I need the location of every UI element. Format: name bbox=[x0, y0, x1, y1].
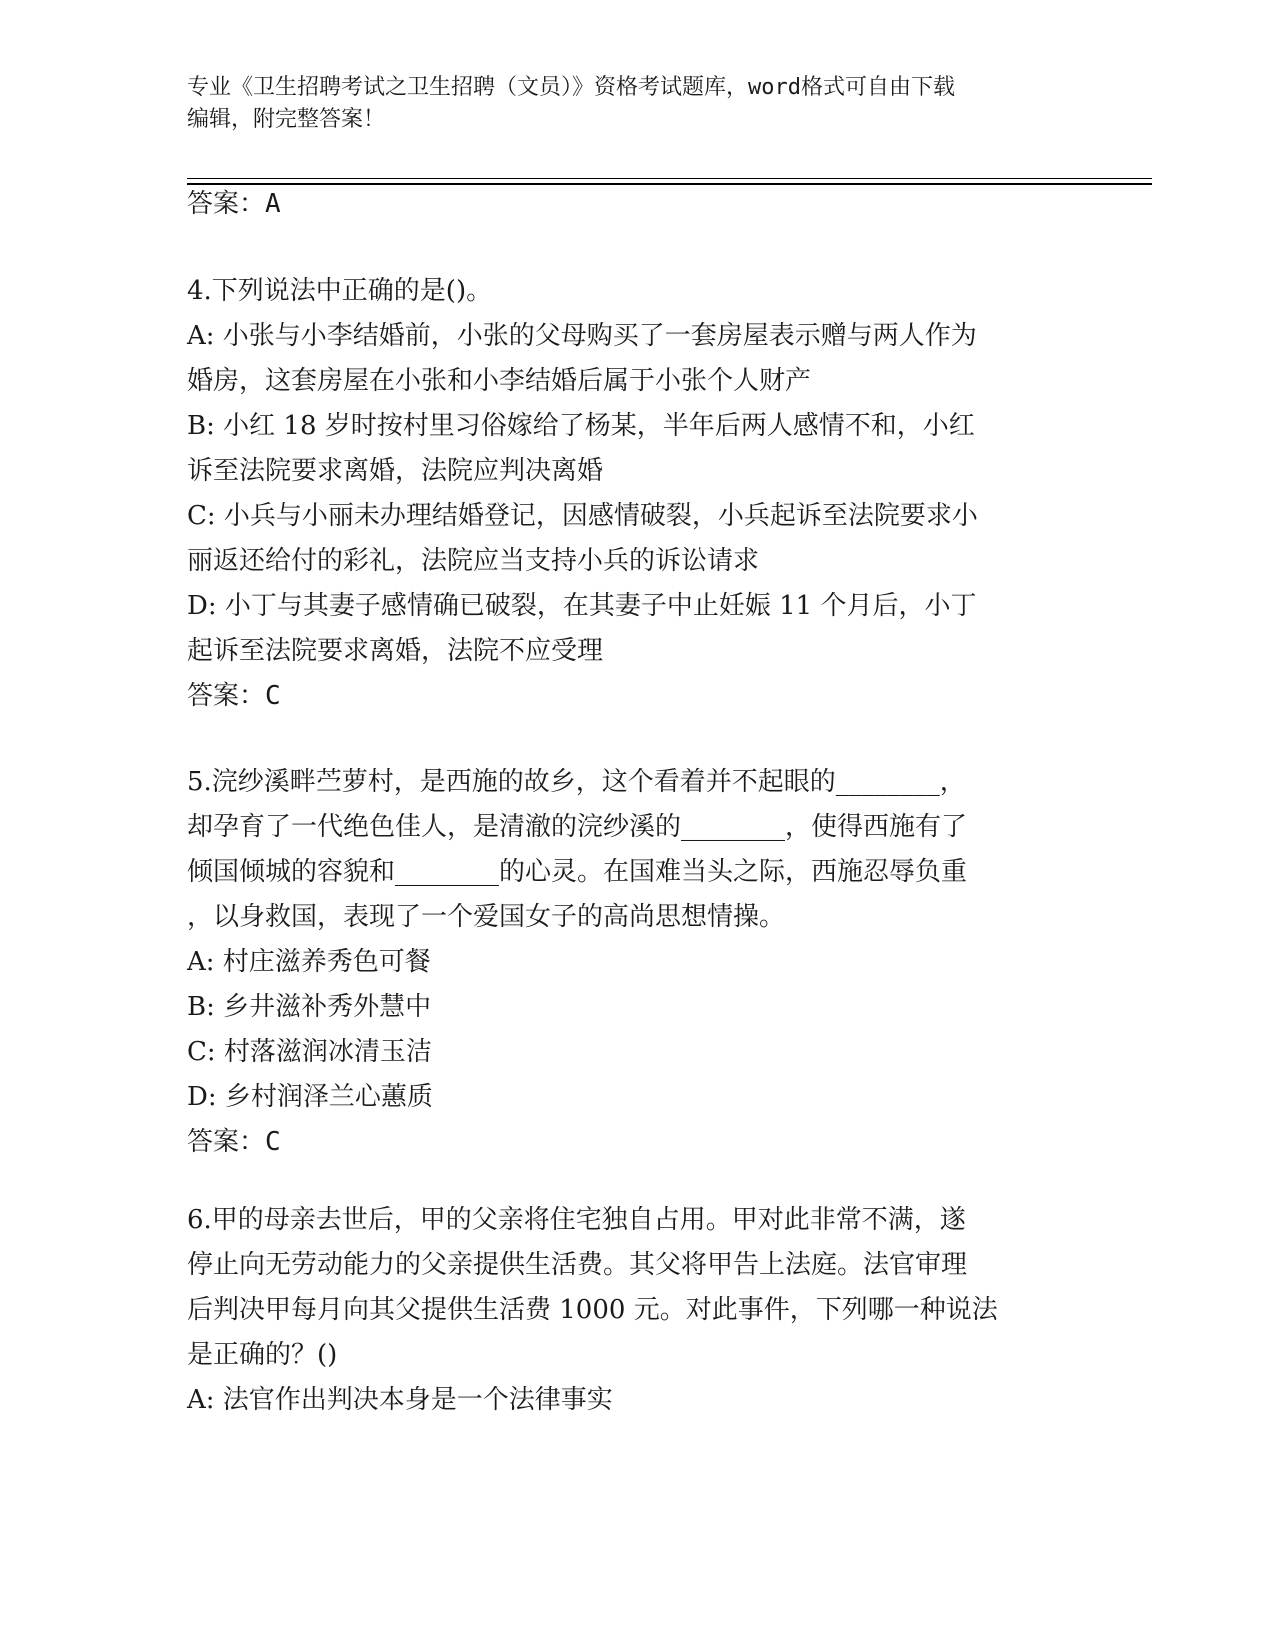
q5-option-d: D: 乡村润泽兰心蕙质 bbox=[187, 1082, 433, 1112]
q5-stem-line1: 5.浣纱溪畔苎萝村，是西施的故乡，这个看着并不起眼的________， bbox=[187, 767, 966, 797]
header-divider-thin bbox=[187, 178, 1152, 179]
q4-option-b-line1: B: 小红 18 岁时按村里习俗嫁给了杨某，半年后两人感情不和，小红 bbox=[187, 411, 975, 441]
q4-option-d-line2: 起诉至法院要求离婚，法院不应受理 bbox=[187, 636, 604, 666]
header-line-2: 编辑，附完整答案！ bbox=[187, 107, 386, 132]
q4-answer: 答案：C bbox=[187, 681, 281, 711]
q5-option-a: A: 村庄滋养秀色可餐 bbox=[187, 947, 431, 977]
q4-option-a-line1: A: 小张与小李结婚前，小张的父母购买了一套房屋表示赠与两人作为 bbox=[187, 321, 977, 351]
q4-option-a-line2: 婚房，这套房屋在小张和小李结婚后属于小张个人财产 bbox=[187, 366, 812, 396]
q4-stem: 4.下列说法中正确的是()。 bbox=[187, 276, 493, 306]
q5-option-b: B: 乡井滋补秀外慧中 bbox=[187, 992, 432, 1022]
question-6 bbox=[187, 1198, 1077, 1423]
q6-stem-line2: 停止向无劳动能力的父亲提供生活费。其父将甲告上法庭。法官审理 bbox=[187, 1250, 968, 1280]
q5-stem-line2: 却孕育了一代绝色佳人，是清澈的浣纱溪的________，使得西施有了 bbox=[187, 812, 968, 842]
q4-option-b-line2: 诉至法院要求离婚，法院应判决离婚 bbox=[187, 456, 604, 486]
q6-stem-line1: 6.甲的母亲去世后，甲的父亲将住宅独自占用。甲对此非常不满，遂 bbox=[187, 1205, 966, 1235]
q6-stem-line4: 是正确的？() bbox=[187, 1340, 338, 1370]
question-5 bbox=[187, 760, 1077, 1165]
q5-stem-line3: 倾国倾城的容貌和________的心灵。在国难当头之际，西施忍辱负重 bbox=[187, 857, 968, 887]
q6-stem-line3: 后判决甲每月向其父提供生活费 1000 元。对此事件，下列哪一种说法 bbox=[187, 1295, 998, 1325]
page-header bbox=[187, 72, 1067, 136]
question-4 bbox=[187, 269, 1077, 719]
q5-stem-line4: ，以身救国，表现了一个爱国女子的高尚思想情操。 bbox=[187, 902, 786, 932]
q5-option-c: C: 村落滋润冰清玉洁 bbox=[187, 1037, 432, 1067]
q4-option-d-line1: D: 小丁与其妻子感情确已破裂，在其妻子中止妊娠 11 个月后，小丁 bbox=[187, 591, 977, 621]
q4-option-c-line1: C: 小兵与小丽未办理结婚登记，因感情破裂，小兵起诉至法院要求小 bbox=[187, 501, 978, 531]
q6-option-a: A: 法官作出判决本身是一个法律事实 bbox=[187, 1385, 613, 1415]
header-line-1: 专业《卫生招聘考试之卫生招聘（文员）》资格考试题库，word格式可自由下载 bbox=[187, 75, 955, 100]
q3-answer: 答案：A bbox=[187, 189, 281, 219]
q5-answer: 答案：C bbox=[187, 1127, 281, 1157]
q4-option-c-line2: 丽返还给付的彩礼，法院应当支持小兵的诉讼请求 bbox=[187, 546, 760, 576]
